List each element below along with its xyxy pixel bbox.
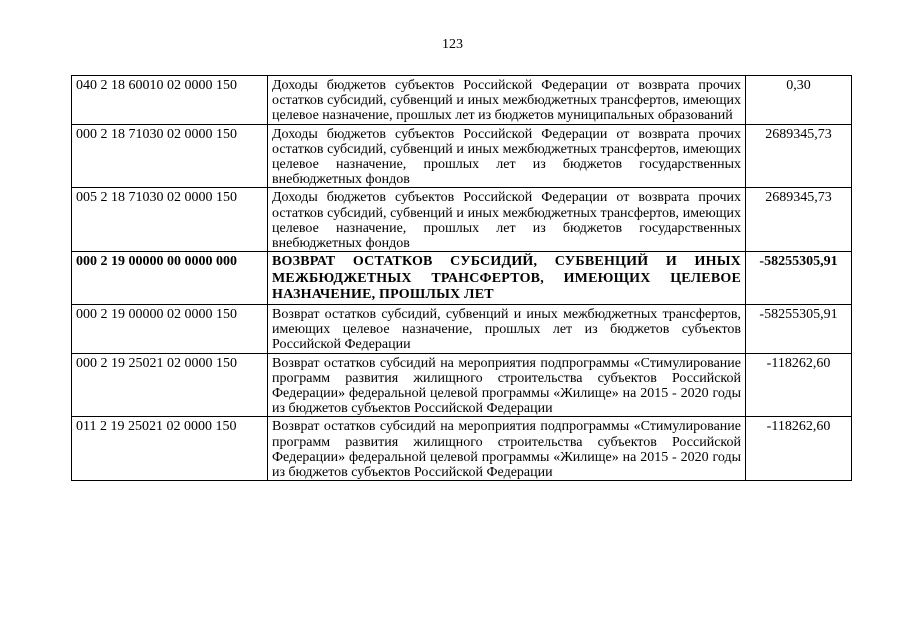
table-row xyxy=(72,305,852,354)
description-cell: Возврат остатков субсидий, субвенций и иных межбюджетных трансфертов, имеющих целевое назначение, прошлых лет из бюджетов субъектов Российской Федерации xyxy=(268,305,746,354)
amount-cell: -118262,60 xyxy=(746,417,852,481)
budget-revenue-table xyxy=(71,75,852,481)
table-row xyxy=(72,353,852,417)
description-cell: Доходы бюджетов субъектов Российской Федерации от возврата прочих остатков субсидий, субвенций и иных межбюджетных трансфертов, имеющих целевое назначение, прошлых лет из бюджетов государственных внебюджетных фондов xyxy=(268,188,746,252)
budget-code-cell: 000 2 19 25021 02 0000 150 xyxy=(72,353,268,417)
description-cell: Доходы бюджетов субъектов Российской Федерации от возврата прочих остатков субсидий, субвенций и иных межбюджетных трансфертов, имеющих целевое назначение, прошлых лет из бюджетов муниципальных образований xyxy=(268,76,746,125)
description-cell: Доходы бюджетов субъектов Российской Федерации от возврата прочих остатков субсидий, субвенций и иных межбюджетных трансфертов, имеющих целевое назначение, прошлых лет из бюджетов государственных внебюджетных фондов xyxy=(268,124,746,188)
table-row xyxy=(72,76,852,125)
description-cell: ВОЗВРАТ ОСТАТКОВ СУБСИДИЙ, СУБВЕНЦИЙ И ИНЫХ МЕЖБЮДЖЕТНЫХ ТРАНСФЕРТОВ, ИМЕЮЩИХ ЦЕЛЕВОЕ НАЗНАЧЕНИЕ, ПРОШЛЫХ ЛЕТ xyxy=(268,252,746,305)
table-row xyxy=(72,252,852,305)
amount-cell: -58255305,91 xyxy=(746,305,852,354)
budget-code-cell: 005 2 18 71030 02 0000 150 xyxy=(72,188,268,252)
budget-code-cell: 040 2 18 60010 02 0000 150 xyxy=(72,76,268,125)
description-cell: Возврат остатков субсидий на мероприятия подпрограммы «Стимулирование программ развития жилищного строительства субъектов Российской Федерации» федеральной целевой программы «Жилище» на 2015 - 2020 годы из бюджетов субъектов Российской Федерации xyxy=(268,417,746,481)
page-number: 123 xyxy=(442,37,463,52)
amount-cell: -58255305,91 xyxy=(746,252,852,305)
table-row xyxy=(72,417,852,481)
amount-cell: 2689345,73 xyxy=(746,188,852,252)
amount-cell: 0,30 xyxy=(746,76,852,125)
table-row xyxy=(72,188,852,252)
budget-code-cell: 000 2 19 00000 02 0000 150 xyxy=(72,305,268,354)
amount-cell: -118262,60 xyxy=(746,353,852,417)
budget-code-cell: 000 2 18 71030 02 0000 150 xyxy=(72,124,268,188)
table-row xyxy=(72,124,852,188)
description-cell: Возврат остатков субсидий на мероприятия подпрограммы «Стимулирование программ развития жилищного строительства субъектов Российской Федерации» федеральной целевой программы «Жилище» на 2015 - 2020 годы из бюджетов субъектов Российской Федерации xyxy=(268,353,746,417)
budget-code-cell: 011 2 19 25021 02 0000 150 xyxy=(72,417,268,481)
budget-code-cell: 000 2 19 00000 00 0000 000 xyxy=(72,252,268,305)
amount-cell: 2689345,73 xyxy=(746,124,852,188)
